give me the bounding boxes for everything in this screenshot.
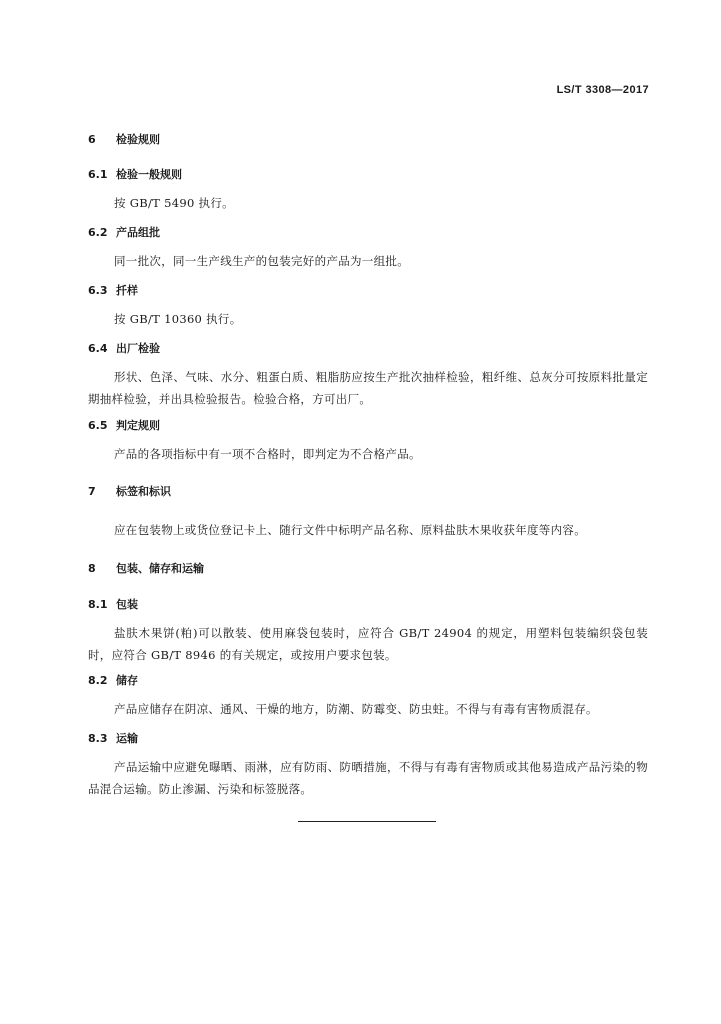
section-number: 7 <box>88 485 96 498</box>
section-text-6-1: 按 GB/T 5490 执行。 <box>114 196 234 210</box>
section-heading-6-3 <box>88 282 138 298</box>
section-title: 包装 <box>116 598 138 611</box>
section-text-8-1: 盐肤木果饼(粕)可以散装、使用麻袋包装时，应符合 GB/T 24904 的规定，用塑料包装编织袋包装时，应符合 GB/T 8946 的有关规定，或按用户要求包装。 <box>88 626 648 662</box>
section-number: 6.5 <box>88 419 108 432</box>
section-text-6-5: 产品的各项指标中有一项不合格时，即判定为不合格产品。 <box>114 447 421 461</box>
section-text-6-3: 按 GB/T 10360 执行。 <box>114 312 242 326</box>
section-number: 6.4 <box>88 342 108 355</box>
section-title: 检验一般规则 <box>116 168 182 181</box>
section-text-7: 应在包装物上或货位登记卡上、随行文件中标明产品名称、原料盐肤木果收获年度等内容。 <box>114 523 586 537</box>
section-number: 6.3 <box>88 284 108 297</box>
section-heading-6-4 <box>88 340 160 356</box>
section-heading-7 <box>88 483 171 499</box>
section-heading-6 <box>88 131 160 147</box>
section-heading-8-2 <box>88 672 138 688</box>
section-text-8-2: 产品应储存在阴凉、通风、干燥的地方，防潮、防霉变、防虫蛀。不得与有毒有害物质混存。 <box>114 702 598 716</box>
section-heading-8-1 <box>88 596 138 612</box>
section-heading-6-2 <box>88 224 160 240</box>
section-number: 6 <box>88 133 96 146</box>
section-title: 包装、储存和运输 <box>116 562 204 575</box>
section-title: 判定规则 <box>116 419 160 432</box>
section-text-8-3: 产品运输中应避免曝晒、雨淋，应有防雨、防晒措施，不得与有毒有害物质或其他易造成产品污染的物品混合运输。防止渗漏、污染和标签脱落。 <box>88 760 648 796</box>
section-title: 标签和标识 <box>116 485 171 498</box>
section-title: 产品组批 <box>116 226 160 239</box>
section-title: 检验规则 <box>116 133 160 146</box>
section-title: 扦样 <box>116 284 138 297</box>
end-of-document-rule <box>298 821 436 822</box>
section-title: 运输 <box>116 732 138 745</box>
section-heading-8-3 <box>88 730 138 746</box>
section-text-6-4: 形状、色泽、气味、水分、粗蛋白质、粗脂肪应按生产批次抽样检验，粗纤维、总灰分可按原料批量定期抽样检验，并出具检验报告。检验合格，方可出厂。 <box>88 370 648 406</box>
section-number: 8.1 <box>88 598 108 611</box>
section-number: 6.1 <box>88 168 108 181</box>
section-heading-6-1 <box>88 166 182 182</box>
section-number: 6.2 <box>88 226 108 239</box>
section-number: 8.2 <box>88 674 108 687</box>
document-code: LS/T 3308—2017 <box>556 84 649 96</box>
section-number: 8 <box>88 562 96 575</box>
section-title: 出厂检验 <box>116 342 160 355</box>
section-title: 储存 <box>116 674 138 687</box>
section-heading-8 <box>88 560 204 576</box>
section-number: 8.3 <box>88 732 108 745</box>
section-heading-6-5 <box>88 417 160 433</box>
section-text-6-2: 同一批次，同一生产线生产的包装完好的产品为一组批。 <box>114 254 409 268</box>
